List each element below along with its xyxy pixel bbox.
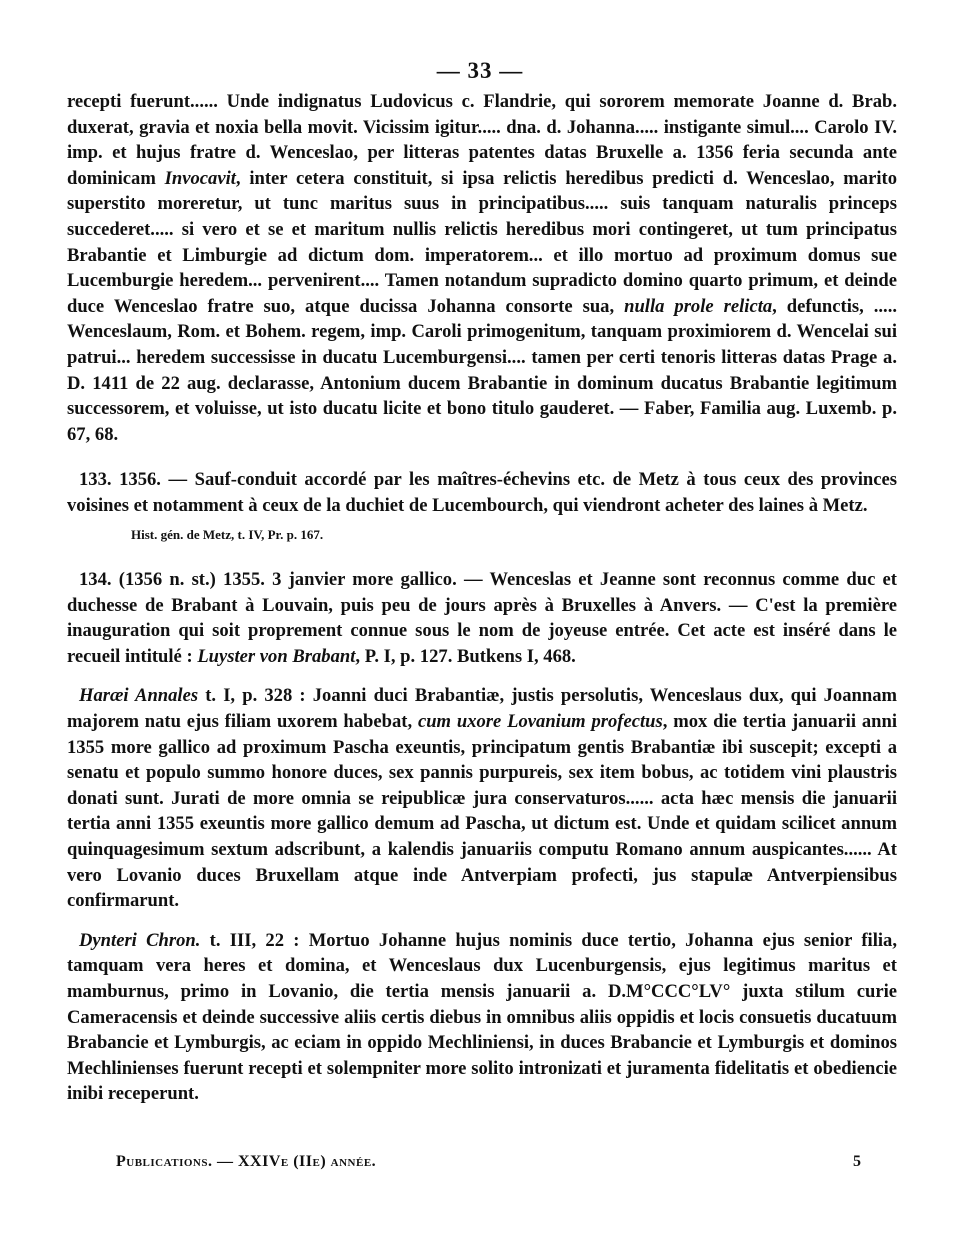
signature-mark: 5: [853, 1153, 861, 1170]
page-body: [67, 89, 897, 1107]
entry-date: (1356 n. st.) 1355. 3 janvier more gallico.: [118, 569, 457, 591]
quote-harae: Haræi Annales t. I, p. 328 : Joanni duci Brabantiæ, justis persolutis, Wenceslaus dux, qui Joannam majorem natu ejus filiam uxorem habebat, cum uxore Lovanium profectus, mox die tertia januarii anni 1355 more gallico ad proximum Pascha exeuntis, principatum gentis Brabantiæ ibi suscepit; excepti a senatu et populo summo honore duces, sex pannis purpureis, sex item bobus, ac totidem vini plaustris donati sunt. Jurati de more omnia se reipublicæ jura conservaturos...... acta hæc mensis die januarii tertia anni 1355 exeuntis more gallico demum ad Pascha, ut dictum est. Unde et quidam scilicet annum quinquagesimum sextum adscribunt, a kalendis januariis computu Romano annum auspicantes...... At vero Lovanio duces Bruxellam atque inde Antverpiam profecti, jus stapulæ Antverpiensibus confirmarunt.: [67, 685, 897, 912]
page-footer: [116, 1153, 861, 1171]
quote-dynteri: Dynteri Chron. t. III, 22 : Mortuo Johanne hujus nominis duce tertio, Johanna ejus senior filia, tamquam vera heres et domina, et Wenceslaus dux Lucenburgensis, ejus legitimus maritus et mamburnus, primo in Lovanio, die tertia mensis januarii a. D.M°CCC°LV° juxta stilum curie Cameracensis et deinde successive aliis certis diebus in omnibus aliis oppidis et locis consuetis ducatuum Brabancie et Lymburgis, ac eciam in oppido Mechliniensi, in duces Brabancie et Lymburgis et dominos Mechlinienses fuerunt recepti et solempniter more solito intronizati et juramenta fidelitatis et obediencie inibi receperunt.: [67, 929, 898, 1105]
publication-line: Publications. — XXIVe (IIe) année.: [116, 1153, 377, 1170]
entry-number: 134.: [79, 569, 112, 591]
paragraph-continuation: recepti fuerunt...... Unde indignatus Ludovicus c. Flandrie, qui sororem memorate Joanne d. Brab. duxerat, gravia et noxia bella movit. Vicissim igitur..... dna. d. Johanna..... instigante simul.... Carolo IV. imp. et hujus fratre d. Wenceslao, per litteras patentes datas Bruxelle a. 1356 feria secunda ante dominicam Invocavit, inter cetera constituit, si ipsa relictis heredibus predicti d. Wenceslao, marito superstito moreretur, ut tunc maritus suus in principatibus..... suis tanquam naturalis princeps succederet..... si vero et se et maritum nullis relictis heredibus mori contingeret, ut tum principatus Brabantie et Limburgie ad dictum dom. imperatorem... et illo mortuo ad proximum domus sue Lucemburgie heredem... pervenirent.... Tamen notandum supradicto domino quarto primum, et deinde duce Wenceslao fratre suo, atque ducissa Johanna consorte sua, nulla prole relicta, defunctis, ..... Wenceslaum, Rom. et Bohem. regem, imp. Caroli primogenitum, tanquam proximiorem d. Wencelai sui patrui... heredem successisse in ducatu Lucemburgensi.... tamen per certi tenoris litteras datas Prage a. D. 1411 de 22 aug. declarasse, Antonium ducem Brabantie in dominum ducatus Brabantie legitimum successorem, et voluisse, ut isto ducatu licite et bono titulo gauderet. — Faber, Familia aug. Luxemb. p. 67, 68.: [67, 91, 897, 445]
entry-133: 133. 1356. — Sauf-conduit accordé par les maîtres-échevins etc. de Metz à tous ceux des provinces voisines et notamment à ceux de la duchiet de Lucembourch, qui viendront acheter des laines à Metz.: [67, 469, 897, 516]
entry-number: 133.: [79, 469, 112, 491]
entry-year: 1356.: [119, 469, 161, 491]
page-number: — 33 —: [436, 58, 524, 83]
entry-134: 134. (1356 n. st.) 1355. 3 janvier more gallico. — Wenceslas et Jeanne sont reconnus comme duc et duchesse de Brabant à Louvain, puis peu de jours après à Bruxelles à Anvers. — C'est la première inauguration qui soit proprement connue sous le nom de joyeuse entrée. Cet acte est inséré dans le recueil intitulé : Luyster von Brabant, P. I, p. 127. Butkens I, 468.: [67, 569, 897, 667]
source-citation: Hist. gén. de Metz, t. IV, Pr. p. 167.: [131, 526, 324, 542]
